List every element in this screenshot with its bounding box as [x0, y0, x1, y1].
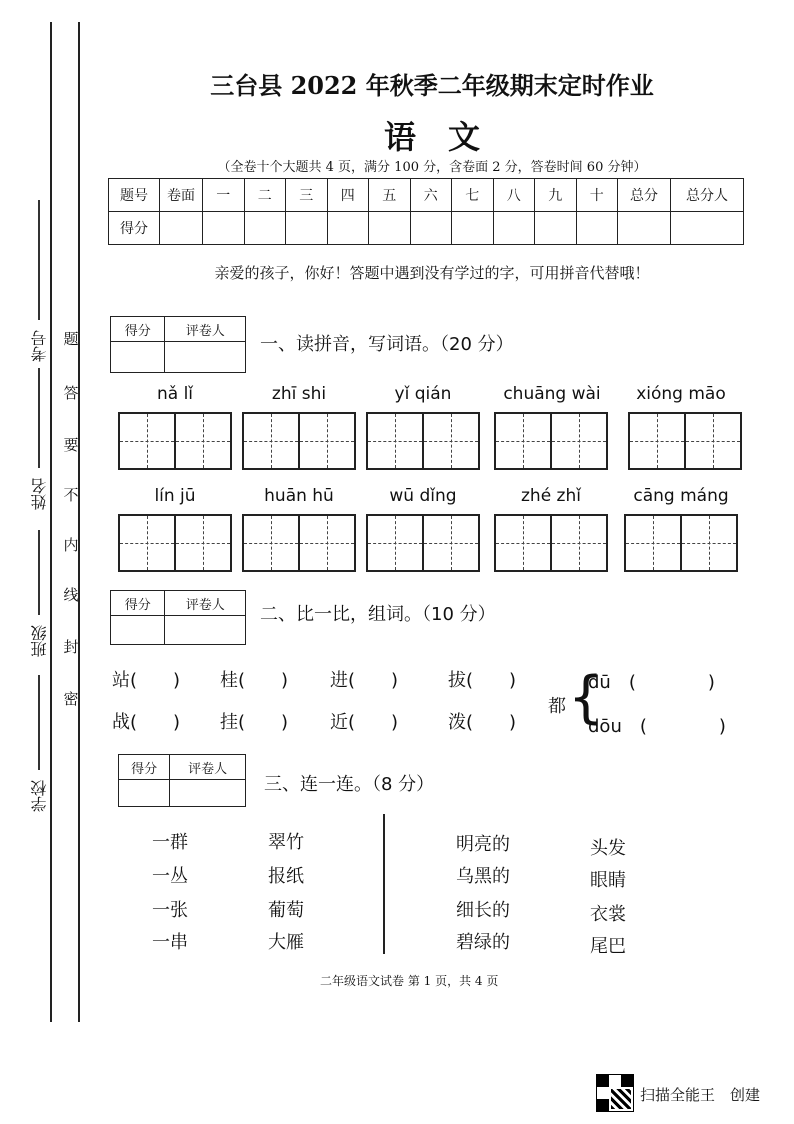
match-left-b[interactable]: 葡萄: [268, 900, 304, 921]
match-divider: [383, 814, 385, 954]
scanner-watermark: 扫描全能王 创建: [640, 1086, 761, 1104]
seal-char-3: 要: [63, 436, 79, 454]
writing-grid-8[interactable]: [366, 514, 480, 572]
writing-grid-6[interactable]: [118, 514, 232, 572]
score-cell[interactable]: [369, 212, 411, 245]
score-table-header-row: [109, 179, 744, 212]
writing-grid-1[interactable]: [118, 412, 232, 470]
score-cell[interactable]: [160, 212, 203, 245]
match-left-b[interactable]: 大雁: [268, 932, 304, 953]
writing-grid-5[interactable]: [628, 412, 742, 470]
grader-name-cell[interactable]: [170, 780, 246, 807]
compare-item[interactable]: 泼( ): [448, 712, 517, 733]
pinyin-2: zhī shi: [271, 384, 327, 404]
score-table-label: 得分: [109, 212, 160, 245]
polyphone-char: 都: [548, 696, 566, 717]
match-left-b[interactable]: 翠竹: [268, 832, 304, 853]
grader-name-label: 评卷人: [165, 317, 246, 342]
pinyin-6: lín jū: [154, 486, 196, 506]
section1-title: 一、读拼音，写词语。（20 分）: [260, 334, 514, 355]
score-table-col: 三: [286, 179, 328, 212]
name-blank[interactable]: [38, 368, 40, 468]
seal-char-8: 密: [63, 690, 79, 708]
pinyin-8: wū dǐng: [389, 486, 457, 506]
polyphone-item-du1[interactable]: dū ( ): [588, 672, 715, 693]
grader-score-label: 得分: [111, 317, 165, 342]
score-cell[interactable]: [535, 212, 577, 245]
match-right-b[interactable]: 尾巴: [590, 936, 626, 957]
writing-grid-10[interactable]: [624, 514, 738, 572]
score-table-col: 卷面: [160, 179, 203, 212]
score-table-col: 一: [203, 179, 245, 212]
match-left-a[interactable]: 一群: [152, 832, 188, 853]
grader-name-label: 评卷人: [170, 755, 246, 780]
side-label-exam-no: 考号: [30, 330, 49, 362]
grader-box-1: [110, 316, 246, 373]
grader-score-label: 得分: [111, 591, 165, 616]
score-cell[interactable]: [576, 212, 618, 245]
side-label-class: 班级: [30, 625, 49, 657]
match-right-a[interactable]: 细长的: [456, 900, 510, 921]
pinyin-5: xióng māo: [636, 384, 726, 404]
exam-no-blank[interactable]: [38, 200, 40, 320]
score-cell[interactable]: [244, 212, 286, 245]
side-label-school: 学校: [30, 780, 49, 812]
score-cell[interactable]: [203, 212, 245, 245]
exam-note: （全卷十个大题共 4 页，满分 100 分，含卷面 2 分，答卷时间 60 分钟）: [217, 160, 647, 175]
grader-box-3: [118, 754, 246, 807]
seal-char-5: 内: [63, 536, 79, 554]
score-table-label: 题号: [109, 179, 160, 212]
score-table-col: 五: [369, 179, 411, 212]
score-table-col: 六: [410, 179, 452, 212]
pinyin-3: yǐ qián: [394, 384, 452, 404]
score-table-score-row: [109, 212, 744, 245]
section3-title: 三、连一连。（8 分）: [264, 774, 435, 795]
seal-char-2: 答: [63, 384, 79, 402]
compare-item[interactable]: 挂( ): [220, 712, 289, 733]
match-right-b[interactable]: 衣裳: [590, 904, 626, 925]
seal-char-7: 封: [63, 638, 79, 656]
match-right-b[interactable]: 眼睛: [590, 870, 626, 891]
pinyin-7: huān hū: [264, 486, 334, 506]
page-footer: 二年级语文试卷 第 1 页，共 4 页: [320, 974, 499, 988]
polyphone-item-dou1[interactable]: dōu ( ): [588, 716, 726, 737]
school-blank[interactable]: [38, 675, 40, 770]
match-right-b[interactable]: 头发: [590, 838, 626, 859]
pinyin-10: cāng máng: [633, 486, 729, 506]
match-left-a[interactable]: 一张: [152, 900, 188, 921]
score-table-col: 总分人: [671, 179, 744, 212]
score-cell[interactable]: [452, 212, 494, 245]
pinyin-4: chuāng wài: [503, 384, 601, 404]
match-left-a[interactable]: 一丛: [152, 866, 188, 887]
score-table-col: 七: [452, 179, 494, 212]
greeting-text: 亲爱的孩子，你好！答题中遇到没有学过的字，可用拼音代替哦！: [214, 264, 650, 282]
score-cell[interactable]: [286, 212, 328, 245]
grader-score-label: 得分: [119, 755, 170, 780]
subject-title: 语 文: [383, 118, 480, 156]
score-table-col: 二: [244, 179, 286, 212]
score-table-col: 四: [327, 179, 369, 212]
writing-grid-9[interactable]: [494, 514, 608, 572]
seal-char-6: 线: [63, 586, 79, 604]
score-cell[interactable]: [493, 212, 535, 245]
exam-title: 三台县 2022 年秋季二年级期末定时作业: [210, 71, 654, 100]
brace-icon: {: [568, 665, 604, 730]
writing-grid-2[interactable]: [242, 412, 356, 470]
score-table-col: 十: [576, 179, 618, 212]
match-right-a[interactable]: 乌黑的: [456, 866, 510, 887]
score-table-col: 总分: [618, 179, 671, 212]
class-blank[interactable]: [38, 530, 40, 615]
compare-item[interactable]: 进( ): [330, 670, 399, 691]
compare-item[interactable]: 拔( ): [448, 670, 517, 691]
grader-name-label: 评卷人: [165, 591, 246, 616]
score-table-col: 九: [535, 179, 577, 212]
grader-name-cell[interactable]: [165, 342, 246, 373]
compare-item[interactable]: 战( ): [112, 712, 181, 733]
grader-score-cell[interactable]: [111, 616, 165, 645]
writing-grid-3[interactable]: [366, 412, 480, 470]
seal-char-4: 不: [63, 486, 79, 504]
qr-code-icon: [596, 1074, 634, 1112]
grader-score-cell[interactable]: [111, 342, 165, 373]
side-label-name: 姓名: [30, 478, 49, 510]
section2-title: 二、比一比，组词。（10 分）: [260, 604, 496, 625]
grader-score-cell[interactable]: [119, 780, 170, 807]
writing-grid-4[interactable]: [494, 412, 608, 470]
score-cell[interactable]: [671, 212, 744, 245]
writing-grid-7[interactable]: [242, 514, 356, 572]
grader-box-2: [110, 590, 246, 645]
seal-char-1: 题: [63, 330, 79, 348]
match-left-b[interactable]: 报纸: [268, 866, 304, 887]
score-table: [108, 178, 744, 245]
grader-name-cell[interactable]: [165, 616, 246, 645]
score-table-col: 八: [493, 179, 535, 212]
match-right-a[interactable]: 明亮的: [456, 834, 510, 855]
pinyin-9: zhé zhǐ: [521, 486, 581, 506]
match-right-a[interactable]: 碧绿的: [456, 932, 510, 953]
score-cell[interactable]: [327, 212, 369, 245]
compare-item[interactable]: 近( ): [330, 712, 399, 733]
score-cell[interactable]: [410, 212, 452, 245]
pinyin-1: nǎ lǐ: [156, 384, 194, 404]
match-left-a[interactable]: 一串: [152, 932, 188, 953]
score-cell[interactable]: [618, 212, 671, 245]
compare-item[interactable]: 站( ): [112, 670, 181, 691]
compare-item[interactable]: 桂( ): [220, 670, 289, 691]
